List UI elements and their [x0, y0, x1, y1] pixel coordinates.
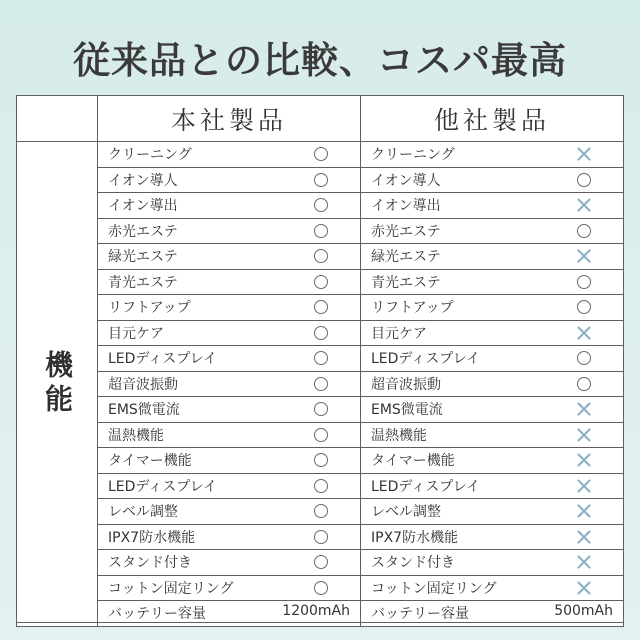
feature-name-ours: タイマー機能 — [98, 448, 283, 474]
cross-icon — [577, 249, 591, 263]
feature-mark-theirs — [545, 244, 624, 270]
feature-name-theirs: 緑光エステ — [361, 244, 546, 270]
feature-name-theirs: イオン導人 — [361, 167, 546, 193]
feature-name-ours: コットン固定リング — [98, 575, 283, 601]
circle-icon — [314, 402, 328, 416]
circle-icon — [314, 377, 328, 391]
circle-icon — [314, 453, 328, 467]
cross-icon — [577, 147, 591, 161]
feature-name-ours: LEDディスプレイ — [98, 346, 283, 372]
feature-name-ours: IPX7防水機能 — [98, 524, 283, 550]
feature-name-theirs: クリーニング — [361, 142, 546, 168]
feature-mark-theirs — [545, 218, 624, 244]
feature-name-ours: イオン導人 — [98, 167, 283, 193]
feature-mark-ours — [282, 473, 361, 499]
header-ours: 本社製品 — [98, 96, 361, 142]
comparison-table — [16, 95, 624, 627]
feature-mark-ours — [282, 575, 361, 601]
cross-icon — [577, 402, 591, 416]
circle-icon — [314, 555, 328, 569]
feature-name-ours: 緑光エステ — [98, 244, 283, 270]
feature-name-ours: レベル調整 — [98, 499, 283, 525]
feature-name-theirs: LEDディスプレイ — [361, 473, 546, 499]
feature-mark-theirs — [545, 575, 624, 601]
feature-mark-theirs — [545, 448, 624, 474]
feature-name-ours: 目元ケア — [98, 320, 283, 346]
cross-icon — [577, 504, 591, 518]
feature-mark-ours — [282, 499, 361, 525]
feature-name-theirs: 目元ケア — [361, 320, 546, 346]
table-row — [17, 295, 624, 321]
table-row — [17, 575, 624, 601]
feature-name-theirs: EMS微電流 — [361, 397, 546, 423]
feature-mark-theirs — [545, 397, 624, 423]
cross-icon — [577, 326, 591, 340]
feature-mark-ours — [282, 295, 361, 321]
cross-icon — [577, 479, 591, 493]
table-body — [17, 142, 624, 627]
cross-icon — [577, 530, 591, 544]
feature-mark-ours — [282, 448, 361, 474]
feature-name-ours: イオン導出 — [98, 193, 283, 219]
feature-name-theirs: LEDディスプレイ — [361, 346, 546, 372]
circle-icon — [577, 377, 591, 391]
feature-mark-theirs — [545, 499, 624, 525]
table-row — [17, 397, 624, 423]
feature-name-ours: EMS微電流 — [98, 397, 283, 423]
circle-icon — [314, 147, 328, 161]
feature-mark-ours — [282, 193, 361, 219]
feature-name-theirs: スタンド付き — [361, 550, 546, 576]
table-row — [17, 218, 624, 244]
circle-icon — [314, 326, 328, 340]
feature-name-ours: クリーニング — [98, 142, 283, 168]
feature-mark-theirs — [545, 320, 624, 346]
table-row — [17, 167, 624, 193]
feature-mark-ours — [282, 346, 361, 372]
page-title: 従来品との比較、コスパ最高 — [73, 39, 567, 82]
circle-icon — [314, 530, 328, 544]
cross-icon — [577, 453, 591, 467]
feature-mark-ours — [282, 371, 361, 397]
feature-mark-theirs — [545, 142, 624, 168]
feature-name-theirs: イオン導出 — [361, 193, 546, 219]
table-row — [17, 550, 624, 576]
cross-icon — [577, 428, 591, 442]
feature-name-ours: 赤光エステ — [98, 218, 283, 244]
feature-mark-ours — [282, 218, 361, 244]
feature-name-theirs: リフトアップ — [361, 295, 546, 321]
feature-mark-ours — [282, 550, 361, 576]
feature-mark-ours — [282, 397, 361, 423]
table-row — [17, 448, 624, 474]
table-row — [17, 269, 624, 295]
battery-label: バッテリー容量 — [371, 606, 469, 623]
feature-name-ours: 超音波振動 — [98, 371, 283, 397]
circle-icon — [314, 504, 328, 518]
feature-mark-theirs — [545, 346, 624, 372]
cross-icon — [577, 581, 591, 595]
table-row — [17, 193, 624, 219]
category-label: 機能 — [17, 142, 98, 627]
feature-name-ours: LEDディスプレイ — [98, 473, 283, 499]
feature-name-theirs: レベル調整 — [361, 499, 546, 525]
feature-name-theirs: IPX7防水機能 — [361, 524, 546, 550]
feature-mark-ours — [282, 422, 361, 448]
circle-icon — [314, 249, 328, 263]
feature-mark-theirs — [545, 473, 624, 499]
table-row — [17, 244, 624, 270]
circle-icon — [314, 224, 328, 238]
feature-mark-ours — [282, 524, 361, 550]
table-row — [17, 371, 624, 397]
feature-name-theirs: 赤光エステ — [361, 218, 546, 244]
feature-name-theirs: タイマー機能 — [361, 448, 546, 474]
circle-icon — [577, 224, 591, 238]
feature-mark-ours — [282, 269, 361, 295]
feature-name-theirs: 超音波振動 — [361, 371, 546, 397]
circle-icon — [314, 173, 328, 187]
feature-mark-ours — [282, 142, 361, 168]
circle-icon — [314, 300, 328, 314]
feature-name-ours: スタンド付き — [98, 550, 283, 576]
table-row — [17, 346, 624, 372]
circle-icon — [314, 428, 328, 442]
table-row — [17, 422, 624, 448]
feature-mark-theirs — [545, 422, 624, 448]
feature-name-theirs: 青光エステ — [361, 269, 546, 295]
feature-mark-theirs — [545, 193, 624, 219]
feature-name-theirs: 温熱機能 — [361, 422, 546, 448]
feature-mark-theirs — [545, 371, 624, 397]
circle-icon — [314, 479, 328, 493]
circle-icon — [314, 351, 328, 365]
circle-icon — [314, 198, 328, 212]
feature-name-ours: 青光エステ — [98, 269, 283, 295]
circle-icon — [577, 351, 591, 365]
feature-mark-theirs — [545, 167, 624, 193]
feature-name-ours: リフトアップ — [98, 295, 283, 321]
feature-mark-ours — [282, 244, 361, 270]
feature-mark-ours — [282, 320, 361, 346]
battery-value-ours: 1200mAh — [282, 603, 350, 620]
feature-mark-theirs — [545, 524, 624, 550]
circle-icon — [577, 275, 591, 289]
circle-icon — [577, 300, 591, 314]
feature-name-theirs: コットン固定リング — [361, 575, 546, 601]
feature-mark-theirs — [545, 269, 624, 295]
feature-mark-ours — [282, 167, 361, 193]
table-row — [17, 499, 624, 525]
table-header-row — [17, 96, 624, 142]
table-bottom-border — [16, 622, 624, 623]
feature-mark-theirs — [545, 550, 624, 576]
battery-label: バッテリー容量 — [108, 606, 206, 623]
table-row — [17, 524, 624, 550]
header-spacer — [17, 96, 98, 142]
feature-mark-theirs — [545, 295, 624, 321]
header-theirs: 他社製品 — [361, 96, 624, 142]
feature-name-ours: 温熱機能 — [98, 422, 283, 448]
battery-value-theirs: 500mAh — [554, 603, 613, 620]
circle-icon — [314, 581, 328, 595]
table-row — [17, 320, 624, 346]
cross-icon — [577, 198, 591, 212]
circle-icon — [314, 275, 328, 289]
cross-icon — [577, 555, 591, 569]
circle-icon — [577, 173, 591, 187]
table-row — [17, 142, 624, 168]
table-row — [17, 473, 624, 499]
